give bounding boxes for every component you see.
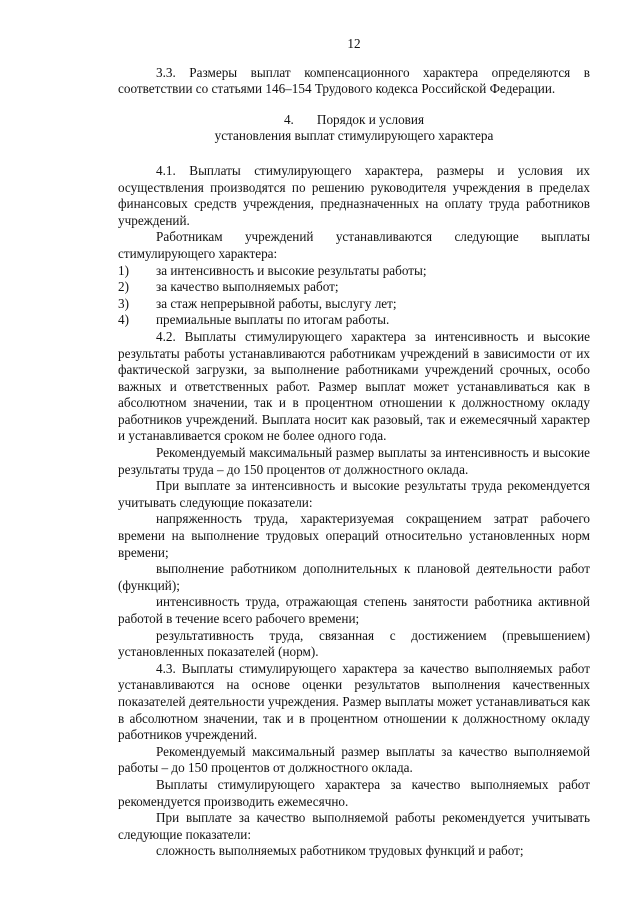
paragraph-4-2: 4.2. Выплаты стимулирующего характера за интенсивность и высокие результаты работы устанавливаются работникам учреждений в зависимости от их фактической загрузки, за выполнение работниками учреждений срочных, особо важных и ответственных работ. Размер выплат может устанавливаться как в абсолютном значении, так и в процентном отношении к должностному окладу работников учреждений. Выплата носит как разовый, так и ежемесячный характер и устанавливается сроком не более одного года. — [118, 328, 590, 444]
list-item — [118, 312, 590, 329]
list-item-number: 2) — [118, 279, 129, 295]
section-4-heading — [118, 112, 590, 145]
page-number: 12 — [347, 36, 361, 51]
paragraph-workers: Работникам учреждений устанавливаются следующие выплаты стимулирующего характера: — [118, 229, 590, 261]
paragraph-monthly: Выплаты стимулирующего характера за качество выполняемых работ рекомендуется производить ежемесячно. — [118, 776, 590, 809]
paragraph-indicators-quality: При выплате за качество выполняемой работы рекомендуется учитывать следующие показатели: — [118, 810, 590, 842]
paragraph-effectiveness: результативность труда, связанная с достижением (превышением) установленных показателей (норм). — [118, 627, 590, 660]
payments-list — [118, 263, 590, 329]
list-item — [118, 263, 590, 280]
paragraph-recommended-intensity: Рекомендуемый максимальный размер выплаты за интенсивность и высокие результаты труда – до 150 процентов от должностного оклада. — [118, 445, 590, 477]
paragraph-complexity: сложность выполняемых работником трудовых функций и работ; — [156, 843, 524, 859]
paragraph-4-3: 4.3. Выплаты стимулирующего характера за качество выполняемых работ устанавливаются на основе оценки результатов выполнения качественных показателей деятельности учреждения. Размер выплаты может устанавливаться как в абсолютном значении, так и в процентном отношении к должностному окладу работников учреждений. — [118, 660, 590, 743]
list-item — [118, 279, 590, 296]
paragraph-additional-work: выполнение работником дополнительных к плановой деятельности работ (функций); — [118, 561, 590, 593]
list-item — [118, 296, 590, 313]
list-item-text: за качество выполняемых работ; — [156, 279, 339, 295]
section-4-title: 4. Порядок и условия — [283, 111, 425, 127]
list-item-text: за стаж непрерывной работы, выслугу лет; — [156, 295, 397, 311]
list-item-number: 4) — [118, 312, 129, 328]
list-item-text: за интенсивность и высокие результаты работы; — [156, 262, 427, 278]
paragraph-recommended-quality: Рекомендуемый максимальный размер выплаты за качество выполняемой работы – до 150 процентов от должностного оклада. — [118, 743, 590, 776]
list-item-number: 3) — [118, 295, 129, 311]
section-4-subtitle: установления выплат стимулирующего характера — [214, 128, 494, 144]
paragraph-tension: напряженность труда, характеризуемая сокращением затрат рабочего времени на выполнение трудовых операций относительно установленных норм времени; — [118, 511, 590, 560]
paragraph-4-1: 4.1. Выплаты стимулирующего характера, размеры и условия их осуществления производятся по решению руководителя учреждения в пределах финансовых средств учреждения, предназначенных на оплату труда работников учреждений. — [118, 162, 590, 228]
paragraph-indicators-intensity: При выплате за интенсивность и высокие результаты труда рекомендуется учитывать следующие показатели: — [118, 478, 590, 510]
list-item-number: 1) — [118, 262, 129, 278]
paragraph-3-3: 3.3. Размеры выплат компенсационного характера определяются в соответствии со статьями 146–154 Трудового кодекса Российской Федерации. — [118, 64, 590, 97]
paragraph-intensity: интенсивность труда, отражающая степень занятости работника активной работой в течение всего рабочего времени; — [118, 594, 590, 626]
list-item-text: премиальные выплаты по итогам работы. — [156, 312, 390, 328]
